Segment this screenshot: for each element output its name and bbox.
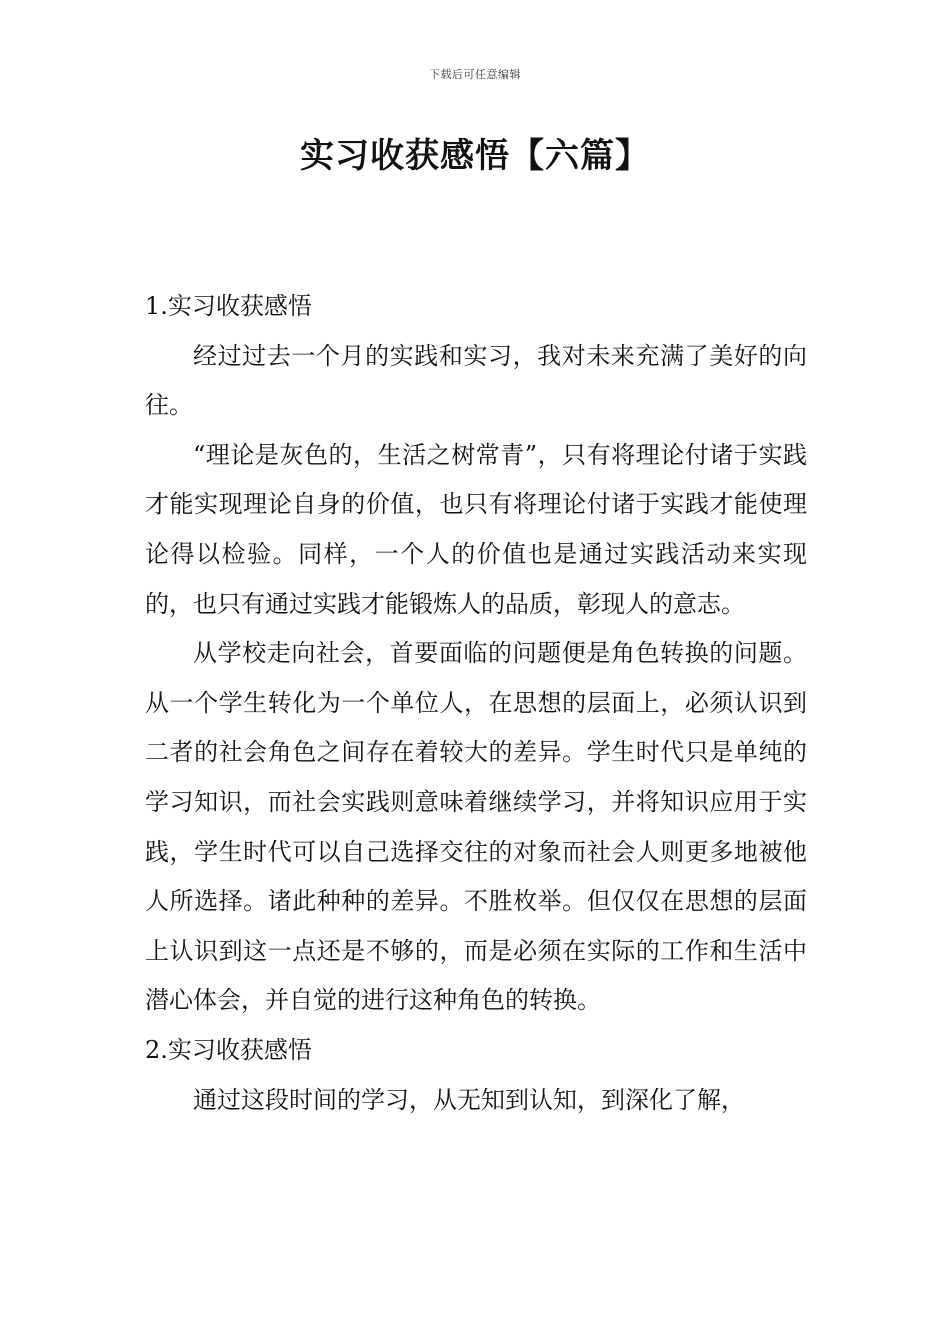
paragraph: 通过这段时间的学习，从无知到认知，到深化了解， [193, 1085, 745, 1114]
header-note: 下载后可任意编辑 [429, 68, 521, 81]
paragraph: “理论是灰色的，生活之树常青”，只有将理论付诸于实践才能实现理论自身的价值，也只有将理论付诸于实践才能使理论得以检验。同样，一个人的价值也是通过实践活动来实现的，也只有通过实践才能锻炼人的品质，彰现人的意志。 [145, 440, 807, 618]
document-title: 实习收获感悟【六篇】 [300, 136, 650, 176]
document-body [145, 282, 807, 1125]
section-heading-1: 1.实习收获感悟 [145, 292, 312, 320]
section-heading-2: 2.实习收获感悟 [145, 1035, 312, 1064]
paragraph: 从学校走向社会，首要面临的问题便是角色转换的问题。从一个学生转化为一个单位人，在思想的层面上，必须认识到二者的社会角色之间存在着较大的差异。学生时代只是单纯的学习知识，而社会实践则意味着继续学习，并将知识应用于实践，学生时代可以自己选择交往的对象而社会人则更多地被他人所选择。诸此种种的差异。不胜枚举。但仅仅在思想的层面上认识到这一点还是不够的，而是必须在实际的工作和生活中潜心体会，并自觉的进行这种角色的转换。 [145, 639, 807, 1015]
paragraph: 经过过去一个月的实践和实习，我对未来充满了美好的向往。 [145, 341, 807, 420]
